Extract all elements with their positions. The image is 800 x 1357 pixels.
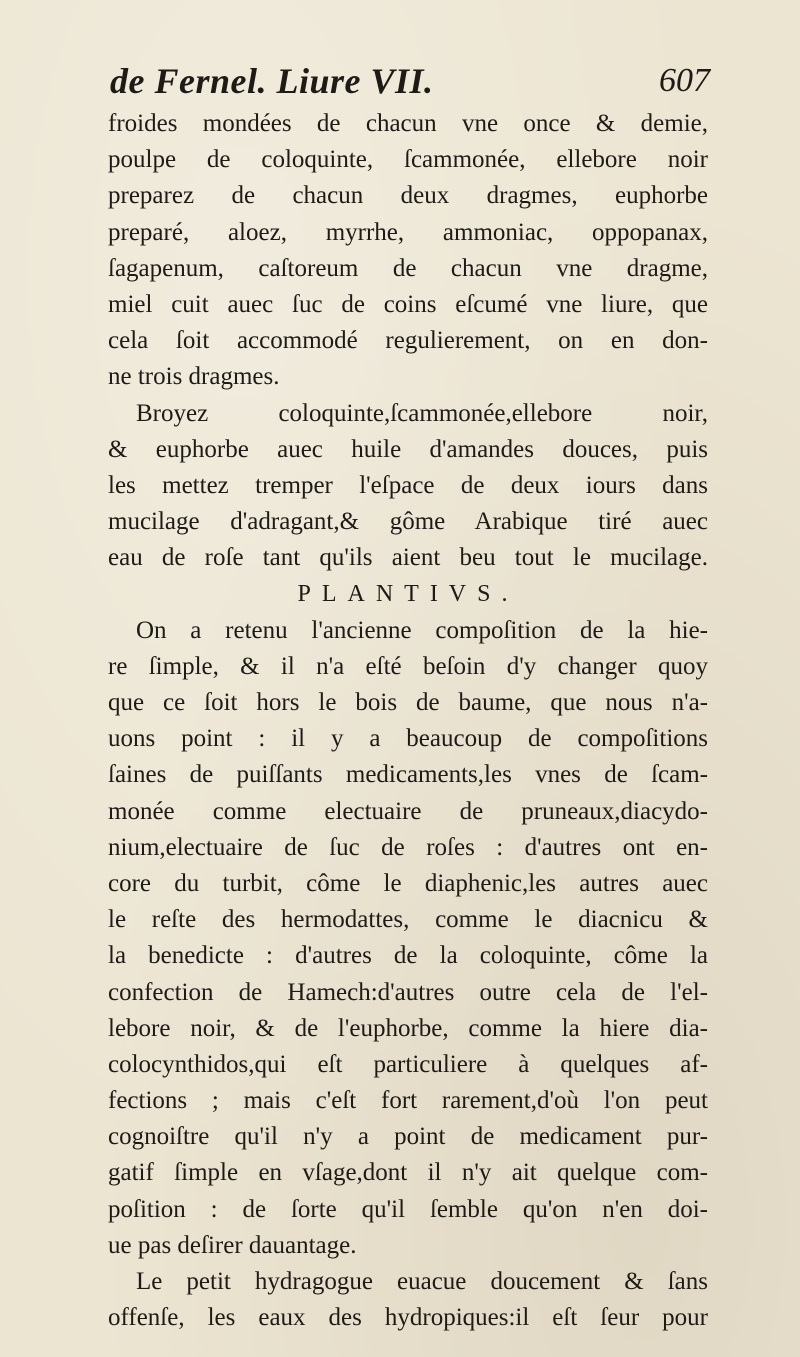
text-line: poulpe de coloquinte, ſcammonée, ellebore noir <box>108 146 708 174</box>
running-title: de Fernel. Liure VII. <box>110 61 434 101</box>
text-line: ue pas deſirer dauantage. <box>108 1231 357 1259</box>
text-line: core du turbit, côme le diaphenic,les autres auec <box>108 869 708 897</box>
page-number: 607 <box>659 62 710 99</box>
text-line: confection de Hamech:d'autres outre cela de l'el- <box>108 978 708 1006</box>
text-line: ne trois dragmes. <box>108 363 280 391</box>
text-line: la benedicte : d'autres de la coloquinte, côme la <box>108 942 708 970</box>
text-line: eau de roſe tant qu'ils aient beu tout le mucilage. <box>108 544 708 572</box>
text-line: Le petit hydragogue euacue doucement & ſans <box>136 1268 708 1295</box>
text-line: ſaines de puiſſants medicaments,les vnes de ſcam- <box>108 761 708 789</box>
text-line: nium,electuaire de ſuc de roſes : d'autres ont en- <box>108 833 708 861</box>
text-line: que ce ſoit hors le bois de baume, que nous n'a- <box>108 689 708 716</box>
text-line: preparez de chacun deux dragmes, euphorbe <box>108 182 708 210</box>
text-line: lebore noir, & de l'euphorbe, comme la hiere dia- <box>108 1014 708 1042</box>
text-line: fections ; mais c'eſt fort rarement,d'où l'on peut <box>108 1087 708 1115</box>
text-line: ſagapenum, caſtoreum de chacun vne dragme, <box>108 254 708 282</box>
text-line: monée comme electuaire de pruneaux,diacydo- <box>108 797 708 825</box>
section-heading: PLANTIVS. <box>297 581 519 608</box>
text-line: mucilage d'adragant,& gôme Arabique tiré auec <box>108 508 708 536</box>
text-line: re ſimple, & il n'a eſté beſoin d'y changer quoy <box>108 652 708 680</box>
text-line: On a retenu l'ancienne compoſition de la hie- <box>136 616 708 644</box>
text-line: poſition : de ſorte qu'il ſemble qu'on n'en doi- <box>108 1195 708 1223</box>
page-header <box>110 60 710 100</box>
text-line: preparé, aloez, myrrhe, ammoniac, oppopanax, <box>108 218 708 246</box>
text-line: offenſe, les eaux des hydropiques:il eſt ſeur pour <box>108 1304 708 1332</box>
text-line: le reſte des hermodattes, comme le diacnicu & <box>108 906 708 934</box>
text-line: & euphorbe auec huile d'amandes douces, puis <box>108 435 708 463</box>
text-line: uons point : il y a beaucoup de compoſitions <box>108 725 708 753</box>
body-text <box>108 106 708 1336</box>
text-line: gatif ſimple en vſage,dont il n'y ait quelque com- <box>108 1159 708 1187</box>
text-line: miel cuit auec ſuc de coins eſcumé vne liure, que <box>108 290 708 318</box>
text-line: les mettez tremper l'eſpace de deux iours dans <box>108 471 708 499</box>
text-line: colocynthidos,qui eſt particuliere à quelques af- <box>108 1050 708 1078</box>
text-line: Broyez coloquinte,ſcammonée,ellebore noir, <box>136 399 708 427</box>
text-line: froides mondées de chacun vne once & demie, <box>108 110 708 137</box>
text-line: cela ſoit accommodé regulierement, on en don- <box>108 327 708 355</box>
text-line: cognoiſtre qu'il n'y a point de medicament pur- <box>108 1123 708 1151</box>
